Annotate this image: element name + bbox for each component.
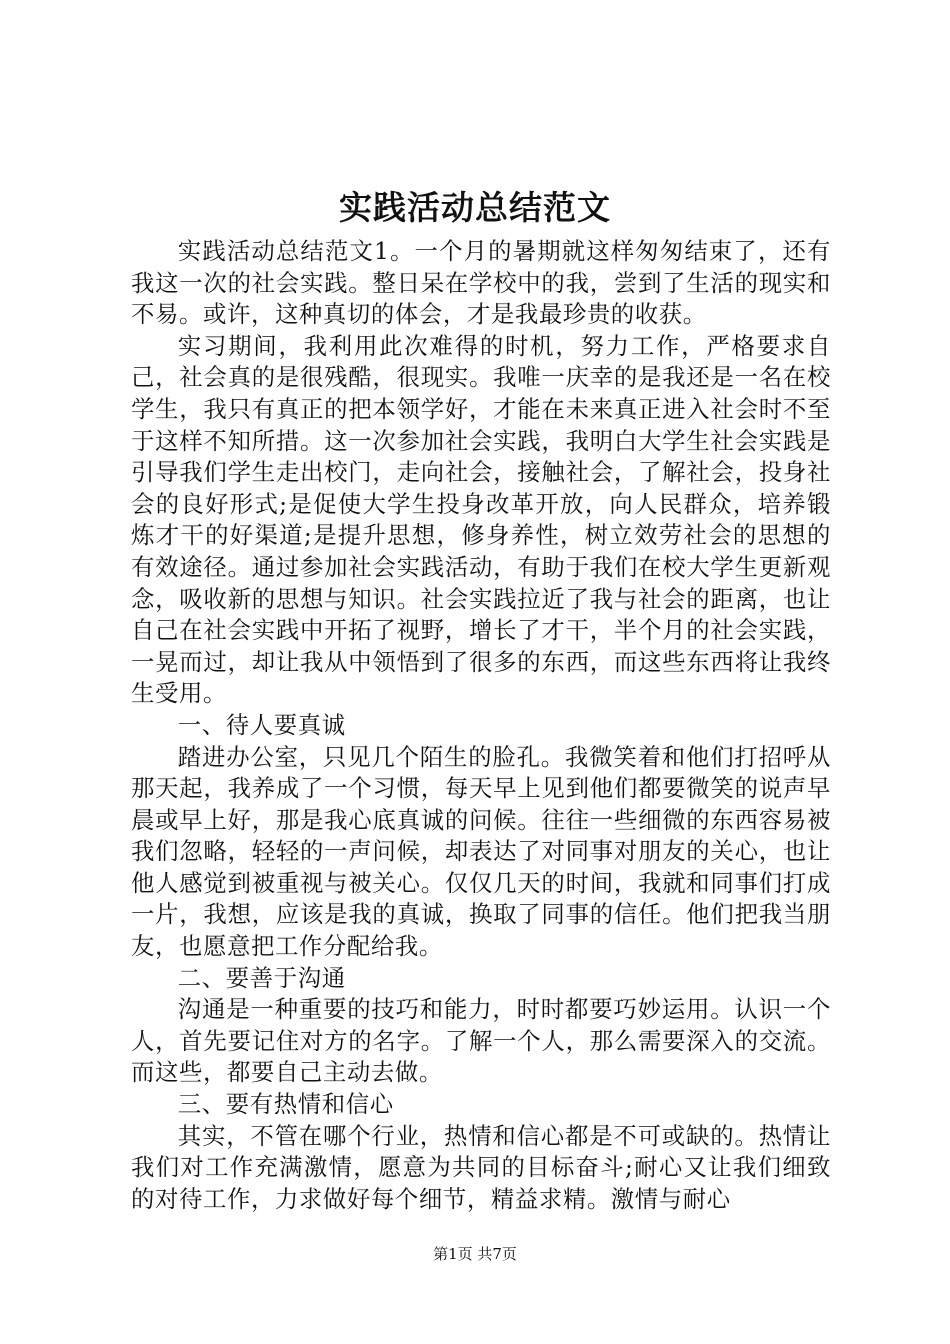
page-number-footer: 第1页 共7页 [433, 1245, 517, 1263]
paragraph-intro: 实践活动总结范文1。一个月的暑期就这样匆匆结束了，还有我这一次的社会实践。整日呆在学校中的我，尝到了生活的现实和不易。或许，这种真切的体会，才是我最珍贵的收获。 [131, 237, 831, 329]
section-heading-sincerity: 一、待人要真诚 [177, 710, 346, 739]
document-body [131, 236, 831, 1215]
paragraph-internship: 实习期间，我利用此次难得的时机，努力工作，严格要求自己，社会真的是很残酷，很现实。我唯一庆幸的是我还是一名在校学生，我只有真正的把本领学好，才能在未来真正进入社会时不至于这样不知所措。这一次参加社会实践，我明白大学生社会实践是引导我们学生走出校门，走向社会，接触社会，了解社会，投身社会的良好形式;是促使大学生投身改革开放，向人民群众，培养锻炼才干的好渠道;是提升思想，修身养性，树立效劳社会的思想的有效途径。通过参加社会实践活动，有助于我们在校大学生更新观念，吸收新的思想与知识。社会实践拉近了我与社会的距离，也让自己在社会实践中开拓了视野，增长了才干，半个月的社会实践，一晃而过，却让我从中领悟到了很多的东西，而这些东西将让我终生受用。 [131, 331, 831, 708]
document-title: 实践活动总结范文 [339, 188, 611, 227]
paragraph-passion: 其实，不管在哪个行业，热情和信心都是不可或缺的。热情让我们对工作充满激情，愿意为共同的目标奋斗;耐心又让我们细致的对待工作，力求做好每个细节，精益求精。激情与耐心 [131, 1121, 831, 1213]
paragraph-communication: 沟通是一种重要的技巧和能力，时时都要巧妙运用。认识一个人，首先要记住对方的名字。了解一个人，那么需要深入的交流。而这些，都要自己主动去做。 [131, 995, 831, 1087]
paragraph-sincerity: 踏进办公室，只见几个陌生的脸孔。我微笑着和他们打招呼从那天起，我养成了一个习惯，每天早上见到他们都要微笑的说声早晨或早上好，那是我心底真诚的问候。往往一些细微的东西容易被我们忽略，轻轻的一声问候，却表达了对同事对朋友的关心，也让他人感觉到被重视与被关心。仅仅几天的时间，我就和同事们打成一片，我想，应该是我的真诚，换取了同事的信任。他们把我当朋友，也愿意把工作分配给我。 [131, 742, 831, 961]
section-heading-passion: 三、要有热情和信心 [177, 1090, 394, 1119]
section-heading-communication: 二、要善于沟通 [177, 963, 346, 992]
